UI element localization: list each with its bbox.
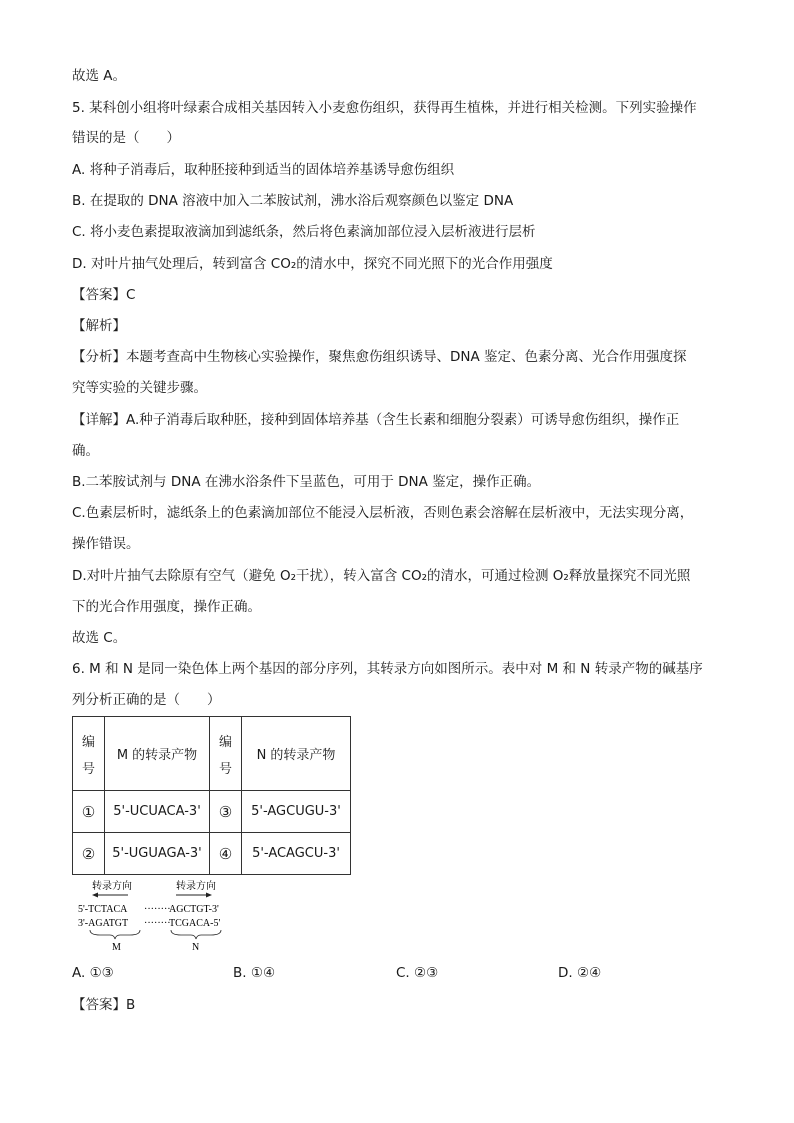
top-strand-right: AGCTGT-3' [169,904,219,915]
header-num-bottom-2: 号 [218,761,232,777]
q5-detail-line4: C.色素层析时，滤纸条上的色素滴加部位不能浸入层析液，否则色素会溶解在层析液中，无法实现分离， [72,505,694,521]
top-strand-left: 5'-TCTACA [78,904,128,915]
table-row [73,833,351,875]
bottom-strand-left: 3'-AGATGT [78,918,129,929]
table-header-n: N 的转录产物 [242,717,351,791]
header-num-top: 编 [81,734,95,750]
bottom-strand-dots: ········ [144,918,171,929]
brace-m [90,930,140,939]
q6-option-b: B. ①④ [233,965,276,981]
arrow-right-icon [176,893,212,898]
q5-option-d: D. 对叶片抽气处理后，转到富含 CO₂的清水中，探究不同光照下的光合作用强度 [72,256,553,272]
gene-m-label: M [112,942,121,953]
row2-m-sequence: 5'-UGUAGA-3' [105,833,210,875]
q5-detail-line1: 【详解】A.种子消毒后取种胚，接种到固体培养基（含生长素和细胞分裂素）可诱导愈伤组织，操作正 [72,412,680,428]
row2-n-number: ④ [210,833,242,875]
q5-detail-line7: 下的光合作用强度，操作正确。 [72,599,261,615]
q5-option-a: A. 将种子消毒后，取种胚接种到适当的固体培养基诱导愈伤组织 [72,162,455,178]
table-header-m: M 的转录产物 [105,717,210,791]
row2-m-number: ② [73,833,105,875]
q5-detail-line2: 确。 [72,443,99,459]
q6-option-c: C. ②③ [396,965,439,981]
row1-n-number: ③ [210,791,242,833]
table-header-number [73,717,105,791]
row2-n-sequence: 5'-ACAGCU-3' [242,833,351,875]
q6-stem-line1: 6. M 和 N 是同一染色体上两个基因的部分序列，其转录方向如图所示。表中对 M 和 N 转录产物的碱基序 [72,661,703,677]
gene-n-label: N [192,942,200,953]
arrow-left-icon [92,893,128,898]
q6-stem-line2: 列分析正确的是（ ） [72,692,221,708]
table-header-number-2 [210,717,242,791]
row1-m-sequence: 5'-UCUACA-3' [105,791,210,833]
top-strand-dots: ········ [144,904,171,915]
q5-analysis-label: 【解析】 [72,318,126,334]
transcript-table [72,716,351,875]
direction-label-right: 转录方向 [176,881,216,892]
row1-n-sequence: 5'-AGCUGU-3' [242,791,351,833]
q5-answer: 【答案】C [72,287,136,303]
header-num-top-2: 编 [218,734,232,750]
q5-stem-line2: 错误的是（ ） [72,130,180,146]
q5-stem-line1: 5. 某科创小组将叶绿素合成相关基因转入小麦愈伤组织，获得再生植株，并进行相关检测。下列实验操作 [72,100,697,116]
q6-answer: 【答案】B [72,997,136,1013]
q6-option-a: A. ①③ [72,965,114,981]
q5-detail-line6: D.对叶片抽气去除原有空气（避免 O₂干扰），转入富含 CO₂的清水，可通过检测 O₂释放量探究不同光照 [72,568,691,584]
q5-fenxi-line2: 究等实验的关键步骤。 [72,380,207,396]
direction-label-left: 转录方向 [92,881,132,892]
q5-option-b: B. 在提取的 DNA 溶液中加入二苯胺试剂，沸水浴后观察颜色以鉴定 DNA [72,193,514,209]
q5-conclusion: 故选 C。 [72,630,127,646]
brace-n [171,930,221,939]
bottom-strand-right: TCGACA-5' [169,918,221,929]
q5-fenxi-line1: 【分析】本题考查高中生物核心实验操作，聚焦愈伤组织诱导、DNA 鉴定、色素分离、光合作用强度探 [72,349,687,365]
q5-option-c: C. 将小麦色素提取液滴加到滤纸条，然后将色素滴加部位浸入层析液进行层析 [72,224,536,240]
q5-detail-line5: 操作错误。 [72,536,140,552]
q6-option-d: D. ②④ [558,965,602,981]
dna-transcription-diagram [76,878,246,953]
table-row [73,791,351,833]
previous-conclusion: 故选 A。 [72,68,127,84]
header-num-bottom: 号 [81,761,95,777]
q5-detail-line3: B.二苯胺试剂与 DNA 在沸水浴条件下呈蓝色，可用于 DNA 鉴定，操作正确。 [72,474,541,490]
row1-m-number: ① [73,791,105,833]
